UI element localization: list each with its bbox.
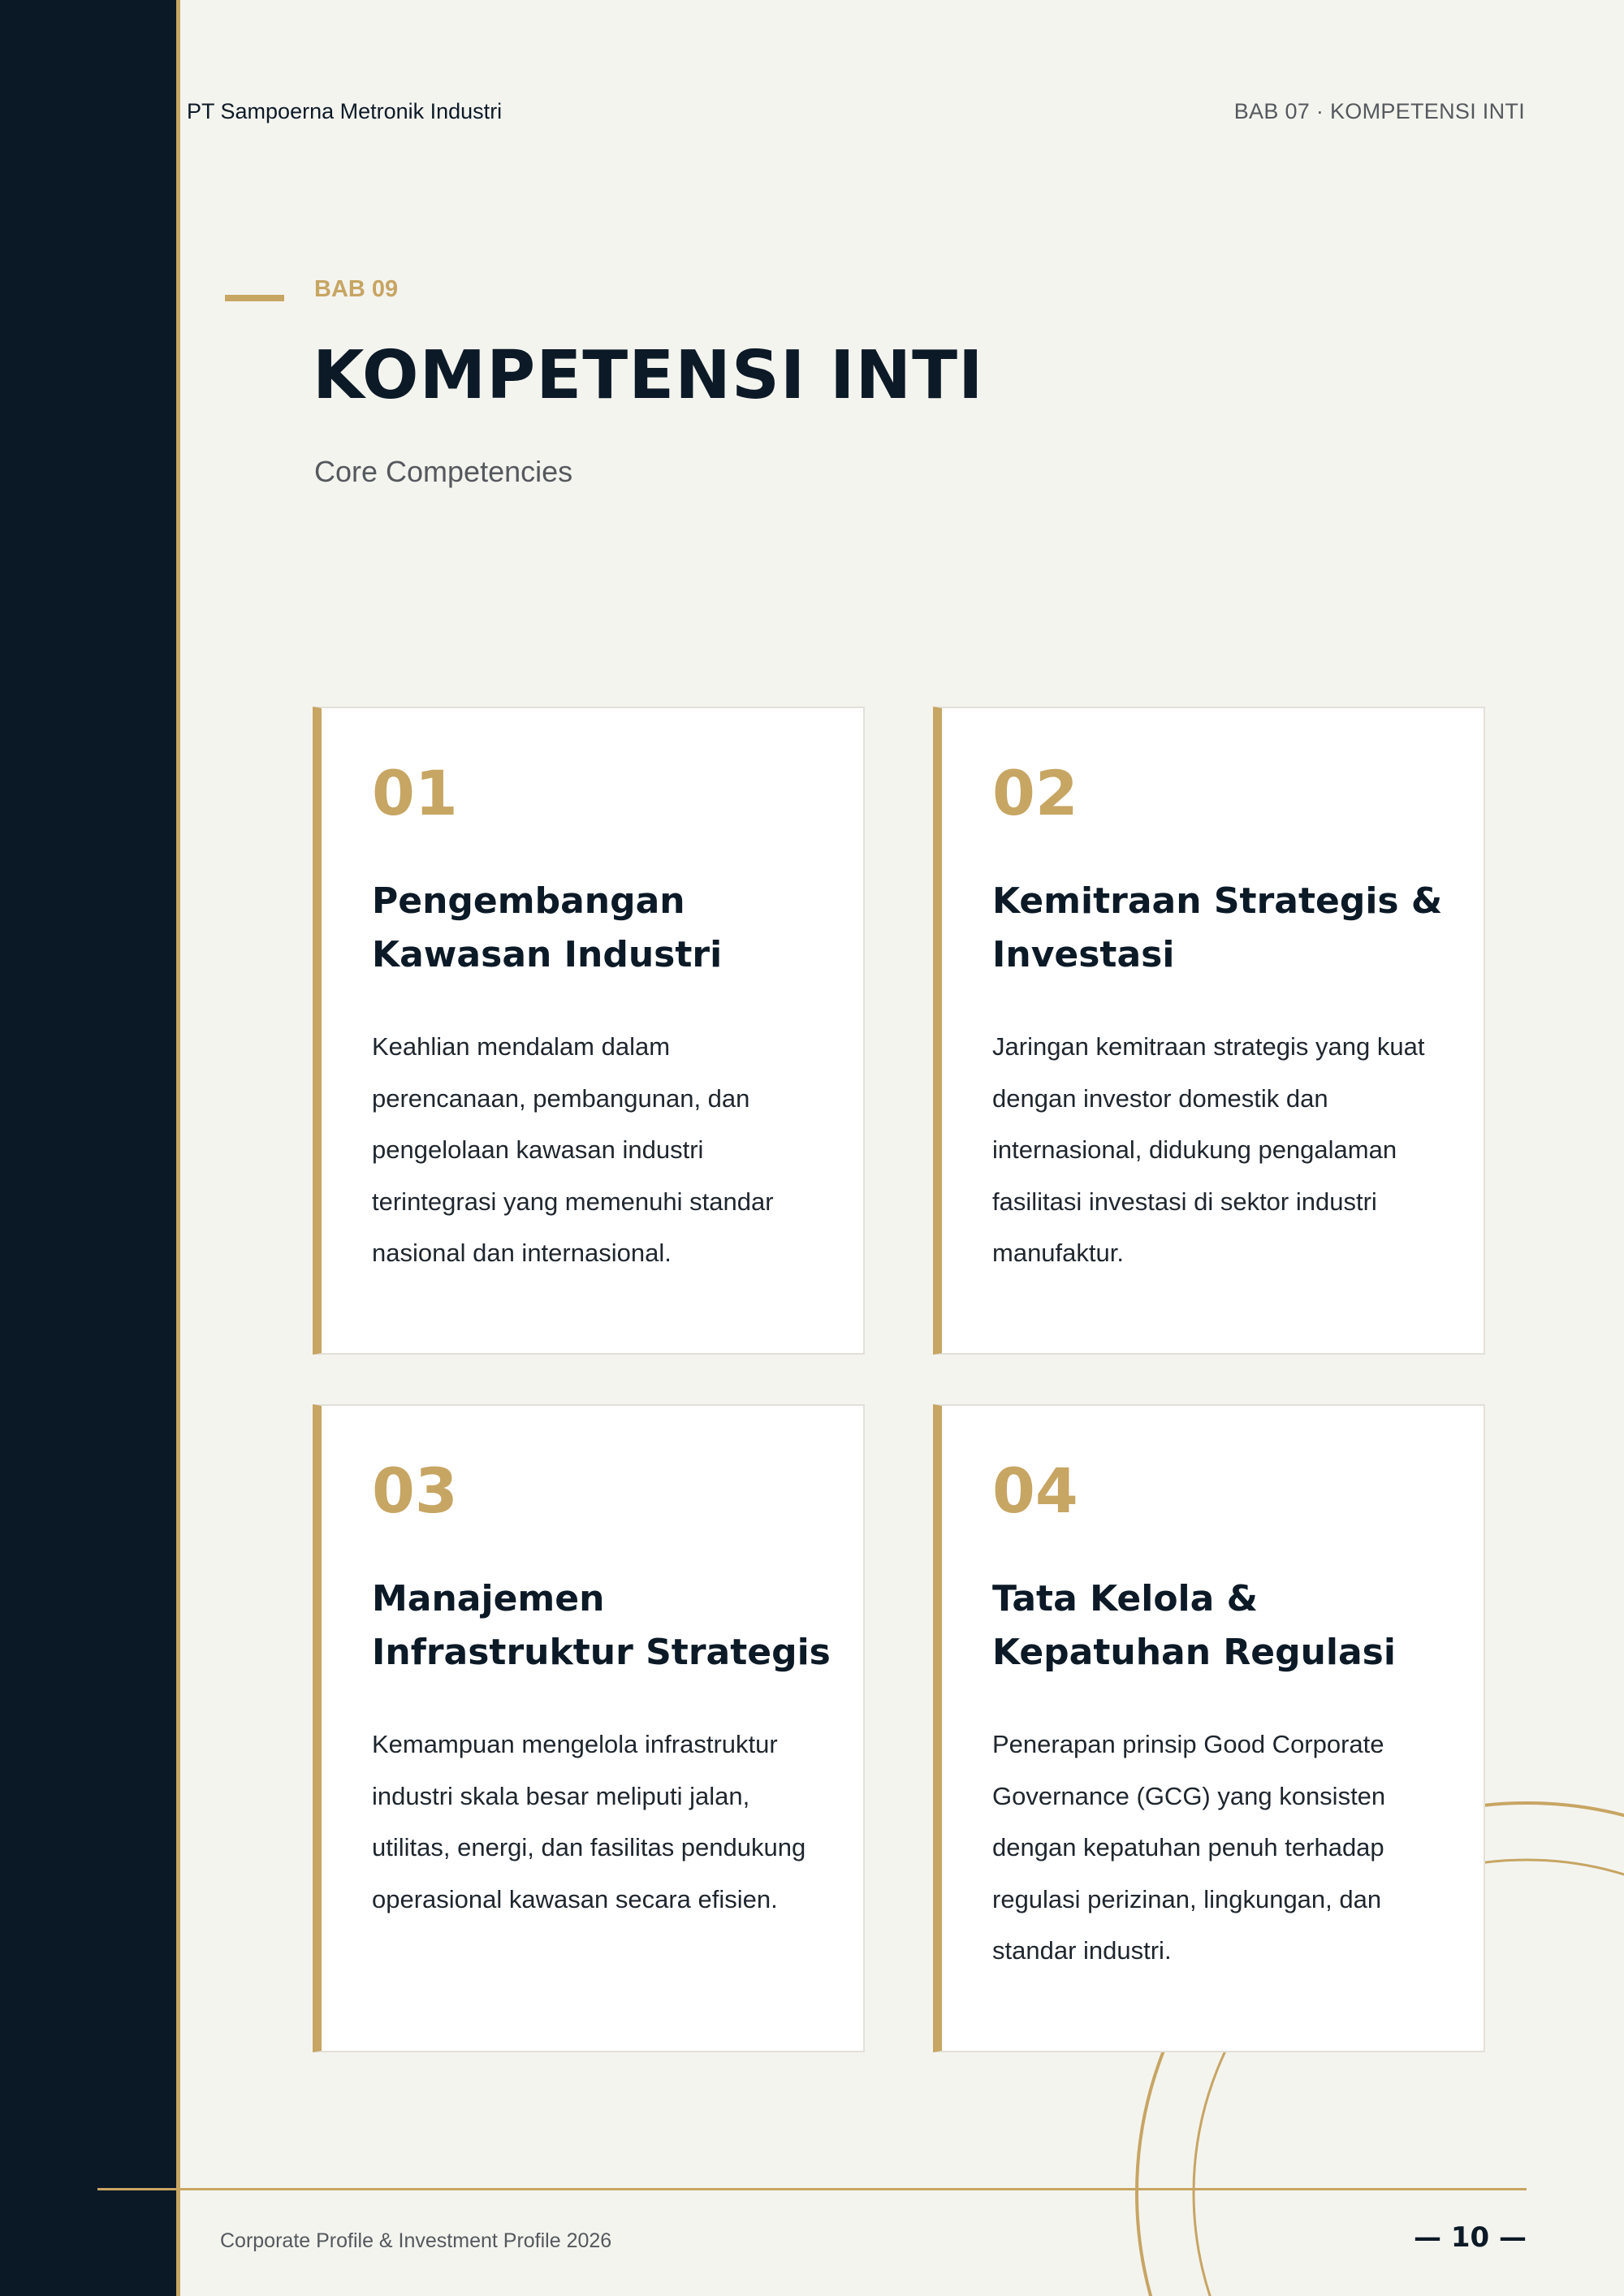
card-title: Pengembangan Kawasan Industri	[372, 880, 723, 975]
card-description: Jaringan kemitraan strategis yang kuat dengan investor domestik dan internasional, didukung pengalaman fasilitasi investasi di sektor industri manufaktur.	[992, 1032, 1425, 1267]
competency-card	[933, 707, 1485, 1355]
page-subtitle: Core Competencies	[314, 455, 573, 488]
competency-card	[313, 707, 865, 1355]
card-number: 04	[992, 1455, 1078, 1527]
card-number: 03	[372, 1455, 458, 1527]
chapter-header: BAB 07 · KOMPETENSI INTI	[1233, 99, 1525, 123]
card-title: Tata Kelola & Kepatuhan Regulasi	[992, 1578, 1396, 1673]
eyebrow-line	[225, 295, 284, 301]
chapter-eyebrow: BAB 09	[314, 276, 399, 302]
footer-text: Corporate Profile & Investment Profile 2026	[220, 2229, 612, 2252]
card-number: 01	[372, 757, 458, 829]
competency-card	[933, 1404, 1485, 2052]
card-description: Keahlian mendalam dalam perencanaan, pembangunan, dan pengelolaan kawasan industri terintegrasi yang memenuhi standar nasional dan internasional.	[372, 1032, 774, 1267]
card-description: Penerapan prinsip Good Corporate Governance (GCG) yang konsisten dengan kepatuhan penuh terhadap regulasi perizinan, lingkungan, dan standar industri.	[992, 1730, 1386, 1965]
company-name: PT Sampoerna Metronik Industri	[187, 99, 503, 123]
page-title: KOMPETENSI INTI	[313, 337, 984, 414]
card-title: Kemitraan Strategis & Investasi	[992, 880, 1443, 975]
competency-card	[313, 1404, 865, 2052]
card-number: 02	[992, 757, 1078, 829]
card-description: Kemampuan mengelola infrastruktur industri skala besar meliputi jalan, utilitas, energi, dan fasilitas pendukung operasional kawasan secara efisien.	[372, 1730, 806, 1913]
footer-divider	[97, 2188, 1527, 2190]
page-number: — 10 —	[1414, 2221, 1527, 2254]
card-title: Manajemen Infrastruktur Strategis	[372, 1578, 831, 1673]
